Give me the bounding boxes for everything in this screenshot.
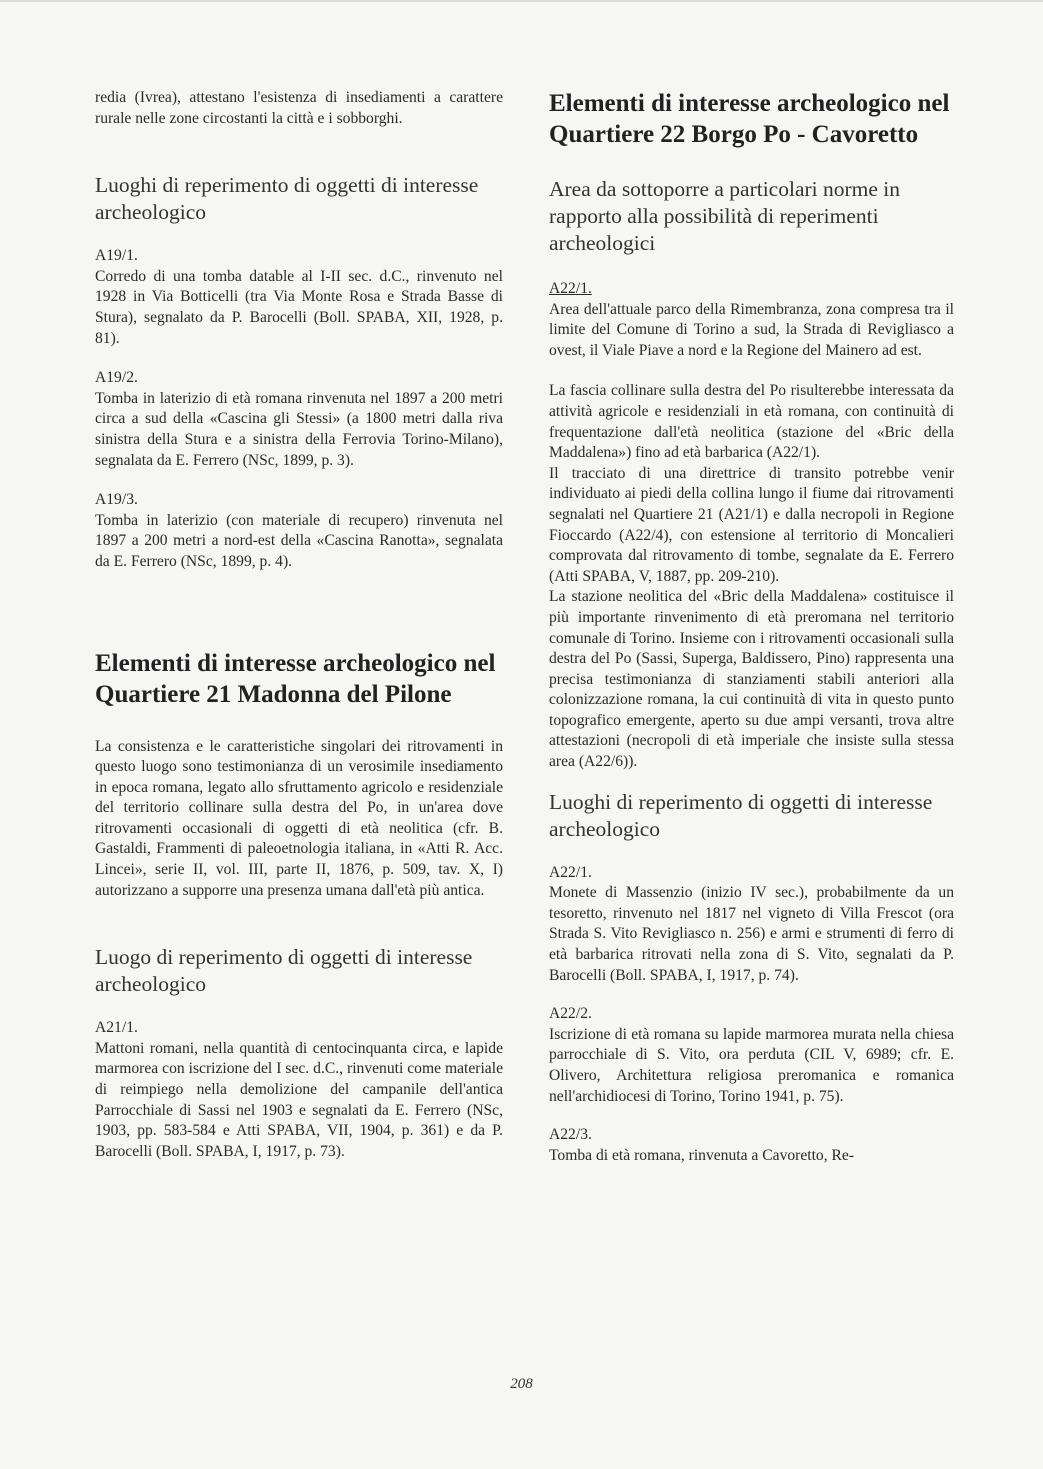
entry-text-a22-1: Monete di Massenzio (inizio IV sec.), probabilmente da un tesoretto, rinvenuto nel 1817 nel vigneto di Villa Frescot (ora Strada S. Vito Revigliasco n. 256) e armi e strumenti di ferro di età barbarica ritrovati nella zona di S. Vito, segnalati da P. Barocelli (Boll. SPABA, I, 1917, p. 74). — [549, 884, 954, 984]
heading-quartiere-21: Elementi di interesse archeologico nel Quartiere 21 Madonna del Pilone — [95, 649, 496, 708]
entry-code-a19-3: A19/3. — [95, 491, 138, 509]
quartiere-21-paragraph: La consistenza e le caratteristiche singolari dei ritrovamenti in questo luogo sono testimonianza di un verosimile insediamento in epoca romana, legato allo sfruttamento agricolo e residenziale del territorio collinare sulla destra del Po, in un'area dove ritrovamenti occasionali di oggetti di età neolitica (cfr. B. Gastaldi, Frammenti di paleoetnologia italiana, in «Atti R. Acc. Lincei», serie II, vol. III, parte II, 1876, p. 509, tav. X, I) autorizzano a supporre una presenza umana dall'età più antica. — [95, 737, 503, 899]
left-column — [95, 88, 503, 1162]
entry-text-a19-1: Corredo di una tomba datable al I-II sec. d.C., rinvenuto nel 1928 in Via Botticelli (tra Via Monte Rosa e Strada Basse di Stura), segnalato da P. Barocelli (Boll. SPABA, XII, 1928, p. 81). — [95, 267, 503, 347]
paragraph-tracciato: Il tracciato di una direttrice di transito potrebbe venir individuato ai piedi della collina lungo il fiume dai ritrovamenti segnalati nel Quartiere 21 (A21/1) e dalla necropoli in Regione Fioccardo (A22/4), con estensione al territorio di Moncalieri comprovata dal ritrovamento di tombe, segnalate da E. Ferrero (Atti SPABA, V, 1887, pp. 209-210). — [549, 464, 954, 585]
entry-text-a21-1: Mattoni romani, nella quantità di centocinquanta circa, e lapide marmorea con iscrizione del I sec. d.C., rinvenuti come materiale di reimpiego nella demolizione del campanile dell'antica Parrocchiale di Sassi nel 1903 e segnalati da E. Ferrero (NSc, 1903, pp. 583-584 e Atti SPABA, VII, 1904, p. 361) e da P. Barocelli (Boll. SPABA, I, 1917, p. 73). — [95, 1039, 503, 1160]
entry-text-a22-3: Tomba di età romana, rinvenuta a Cavoretto, Re- — [549, 1146, 855, 1164]
page-number: 208 — [510, 1376, 533, 1392]
top-edge-line — [0, 0, 1043, 2]
right-column — [549, 88, 954, 1166]
heading-luogo-left: Luogo di reperimento di oggetti di interesse archeologico — [95, 945, 473, 997]
entry-code-a22-2: A22/2. — [549, 1005, 592, 1023]
entry-text-a19-3: Tomba in laterizio (con materiale di recupero) rinvenuta nel 1897 a 200 metri a nord-est della «Cascina Ranotta», segnalata da E. Ferrero (NSc, 1899, p. 4). — [95, 511, 503, 570]
paragraph-stazione-neolitica: La stazione neolitica del «Bric della Maddalena» costituisce il più importante rinvenimento di età preromana nel territorio comunale di Torino. Insieme con i ritrovamenti occasionali sulla destra del Po (Sassi, Superga, Baldissero, Pino) rappresenta una precisa testimonianza di stanziamenti stabili anteriori alla colonizzazione romana, la cui continuità di vita in questo punto topografico emergente, aperto su due ampi versanti, trova altre attestazioni (necropoli di età imperiale che insiste sulla stessa area (A22/6)). — [549, 588, 954, 771]
heading-quartiere-22: Elementi di interesse archeologico nel Quartiere 22 Borgo Po - Cavoretto — [549, 90, 950, 148]
entry-code-a22-3: A22/3. — [549, 1126, 592, 1144]
intro-paragraph: redia (Ivrea), attestano l'esistenza di insediamenti a carattere rurale nelle zone circostanti la città e i sobborghi. — [95, 89, 503, 127]
heading-luoghi-right: Luoghi di reperimento di oggetti di interesse archeologico — [549, 789, 933, 841]
entry-code-a19-1: A19/1. — [95, 247, 138, 265]
entry-text-a22-1-area: Area dell'attuale parco della Rimembranza, zona compresa tra il limite del Comune di Torino a sud, la Strada di Revigliasco a ovest, il Viale Piave a nord e la Regione del Mainero ad est. — [549, 300, 954, 359]
entry-text-a22-2: Iscrizione di età romana su lapide marmorea murata nella chiesa parrocchiale di S. Vito, ora perduta (CIL V, 6989; cfr. E. Olivero, Architettura religiosa preromanica e romanica nell'archidiocesi di Torino, Torino 1941, p. 75). — [549, 1025, 954, 1105]
entry-text-a19-2: Tomba in laterizio di età romana rinvenuta nel 1897 a 200 metri circa a sud della «Cascina gli Stessi» (a 1800 metri dalla riva sinistra della Stura e a sinistra della Ferrovia Torino-Milano), segnalata da E. Ferrero (NSc, 1899, p. 3). — [95, 389, 503, 469]
heading-luoghi-left: Luoghi di reperimento di oggetti di interesse archeologico — [95, 173, 479, 225]
entry-code-a19-2: A19/2. — [95, 369, 138, 387]
heading-area-norme: Area da sottoporre a particolari norme in rapporto alla possibilità di reperimenti archeologici — [549, 177, 901, 255]
entry-code-a21-1: A21/1. — [95, 1019, 138, 1037]
entry-code-a22-1-area: A22/1. — [549, 280, 592, 297]
paragraph-fascia-collinare: La fascia collinare sulla destra del Po risulterebbe interessata da attività agricole e residenziali in età romana, con continuità di frequentazione dall'età neolitica (stazione del «Bric della Maddalena») fino ad età barbarica (A22/1). — [549, 382, 954, 462]
entry-code-a22-1: A22/1. — [549, 863, 592, 881]
